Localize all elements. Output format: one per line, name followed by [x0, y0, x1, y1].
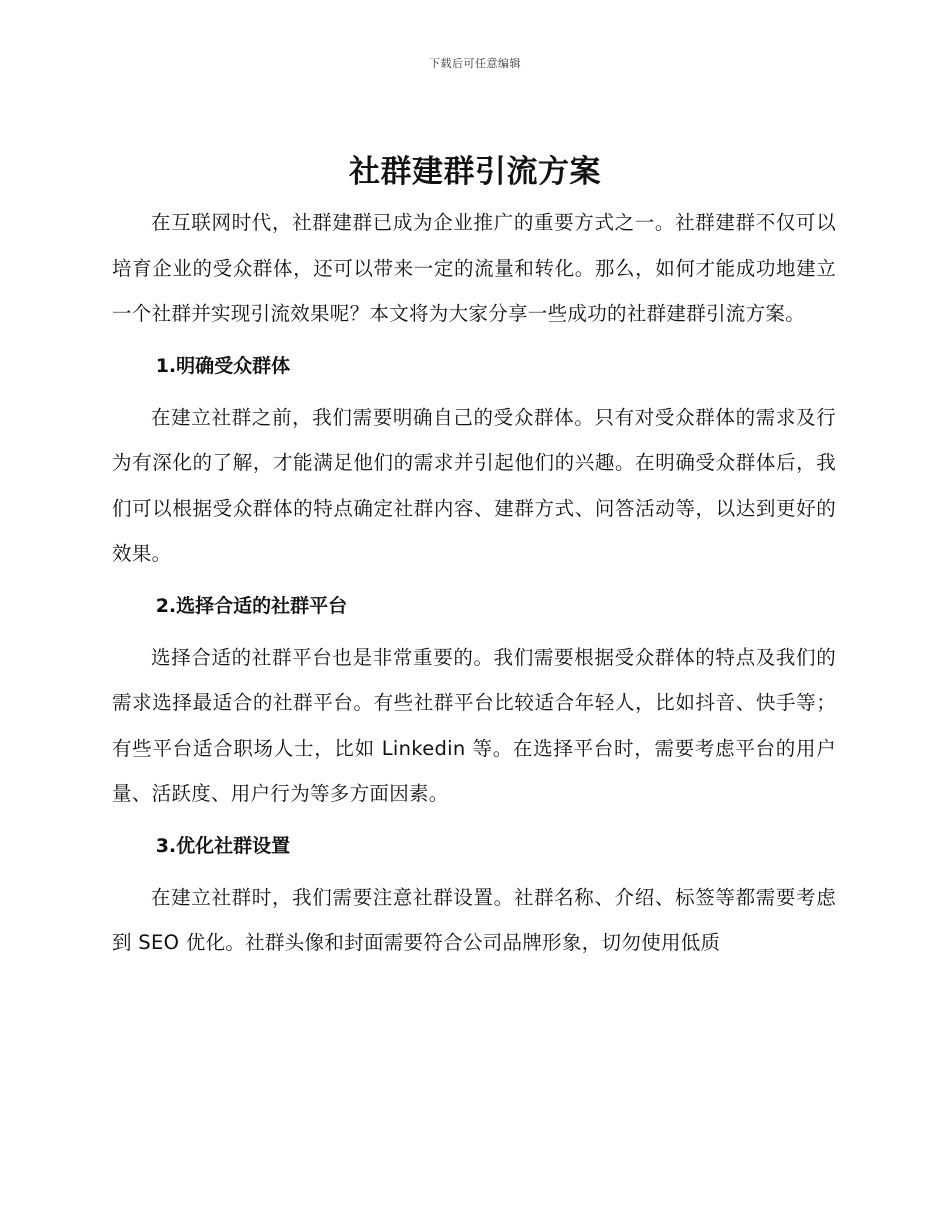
section-paragraph-settings: 在建立社群时，我们需要注意社群设置。社群名称、介绍、标签等都需要考虑到 SEO 优化。社群头像和封面需要符合公司品牌形象，切勿使用低质: [112, 885, 836, 954]
section-heading-platform: 2.选择合适的社群平台: [155, 594, 348, 617]
page-header: 下载后可任意编辑: [429, 57, 521, 70]
section-heading-audience: 1.明确受众群体: [155, 354, 291, 377]
section-paragraph-audience: 在建立社群之前，我们需要明确自己的受众群体。只有对受众群体的需求及行为有深化的了解，才能满足他们的需求并引起他们的兴趣。在明确受众群体后，我们可以根据受众群体的特点确定社群内容、建群方式、问答活动等，以达到更好的效果。: [112, 405, 836, 565]
document-body: [112, 200, 836, 966]
document-title: 社群建群引流方案: [349, 154, 601, 190]
section-paragraph-platform: 选择合适的社群平台也是非常重要的。我们需要根据受众群体的特点及我们的需求选择最适合的社群平台。有些社群平台比较适合年轻人，比如抖音、快手等；有些平台适合职场人士，比如 Linkedin 等。在选择平台时，需要考虑平台的用户量、活跃度、用户行为等多方面因素。: [112, 645, 836, 805]
section-heading-settings: 3.优化社群设置: [155, 834, 291, 857]
intro-paragraph: 在互联网时代，社群建群已成为企业推广的重要方式之一。社群建群不仅可以培育企业的受众群体，还可以带来一定的流量和转化。那么，如何才能成功地建立一个社群并实现引流效果呢？本文将为大家分享一些成功的社群建群引流方案。: [112, 211, 836, 325]
